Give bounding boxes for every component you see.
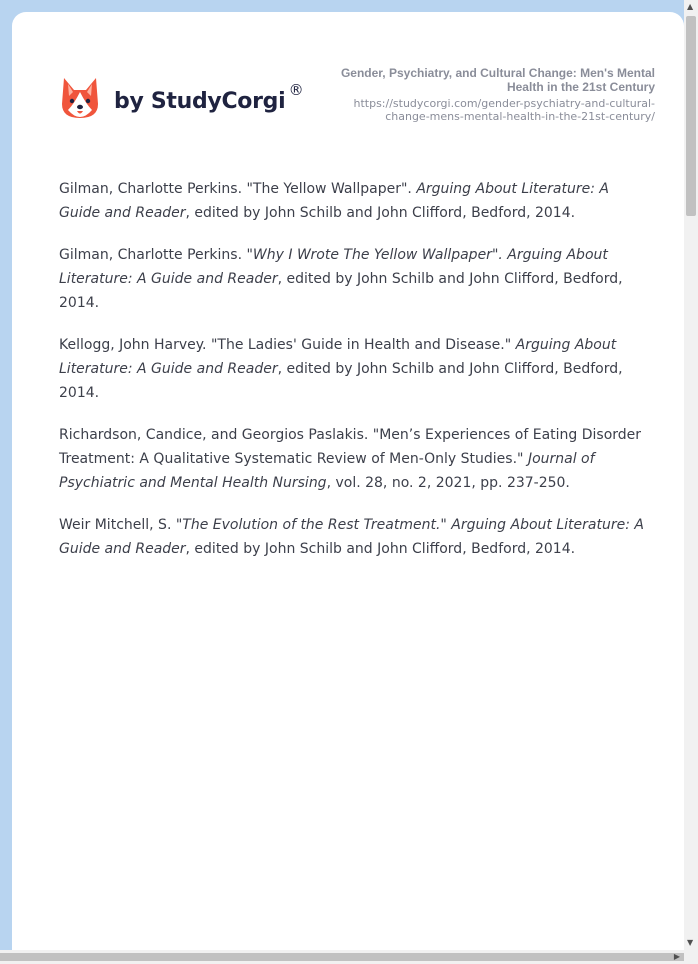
reference-entry: Gilman, Charlotte Perkins. "The Yellow Wallpaper". Arguing About Literature: A Guide and Reader, edited by John Schilb and John Clifford, Bedford, 2014. bbox=[59, 181, 609, 221]
document-page bbox=[12, 12, 684, 952]
horizontal-scrollbar[interactable] bbox=[0, 950, 698, 964]
scroll-right-icon[interactable]: ▶ bbox=[673, 952, 680, 961]
reference-entry: Gilman, Charlotte Perkins. "Why I Wrote The Yellow Wallpaper". Arguing About Literature: A Guide and Reader, edited by John Schilb and John Clifford, Bedford, 2014. bbox=[59, 247, 623, 311]
horizontal-scroll-thumb[interactable] bbox=[0, 953, 684, 961]
reference-entry: Weir Mitchell, S. "The Evolution of the Rest Treatment." Arguing About Literature: A Guide and Reader, edited by John Schilb and John Clifford, Bedford, 2014. bbox=[59, 517, 644, 557]
document-url[interactable]: https://studycorgi.com/gender-psychiatry-and-cultural-change-mens-mental-health-in-the-21st-century/ bbox=[353, 97, 655, 123]
reference-entry: Kellogg, John Harvey. "The Ladies' Guide in Health and Disease." Arguing About Literature: A Guide and Reader, edited by John Schilb and John Clifford, Bedford, 2014. bbox=[59, 337, 623, 401]
brand-name: by StudyCorgi ® bbox=[114, 80, 304, 114]
scroll-down-icon[interactable]: ▼ bbox=[687, 938, 694, 947]
studycorgi-logo[interactable] bbox=[60, 76, 304, 120]
reference-entry: Richardson, Candice, and Georgios Paslakis. "Men’s Experiences of Eating Disorder Treatment: A Qualitative Systematic Review of Men-Only Studies." Journal of Psychiatric and Mental Health Nursing, vol. 28, no. 2, 2021, pp. 237-250. bbox=[59, 427, 642, 491]
document-header bbox=[315, 66, 655, 123]
references-list bbox=[59, 177, 647, 579]
registered-mark: ® bbox=[288, 80, 304, 99]
corgi-logo-icon bbox=[60, 76, 100, 120]
scroll-up-icon[interactable]: ▲ bbox=[687, 2, 694, 11]
vertical-scroll-thumb[interactable] bbox=[686, 16, 696, 216]
vertical-scrollbar[interactable] bbox=[684, 0, 698, 950]
document-title: Gender, Psychiatry, and Cultural Change: Men's Mental Health in the 21st Century bbox=[340, 66, 655, 94]
